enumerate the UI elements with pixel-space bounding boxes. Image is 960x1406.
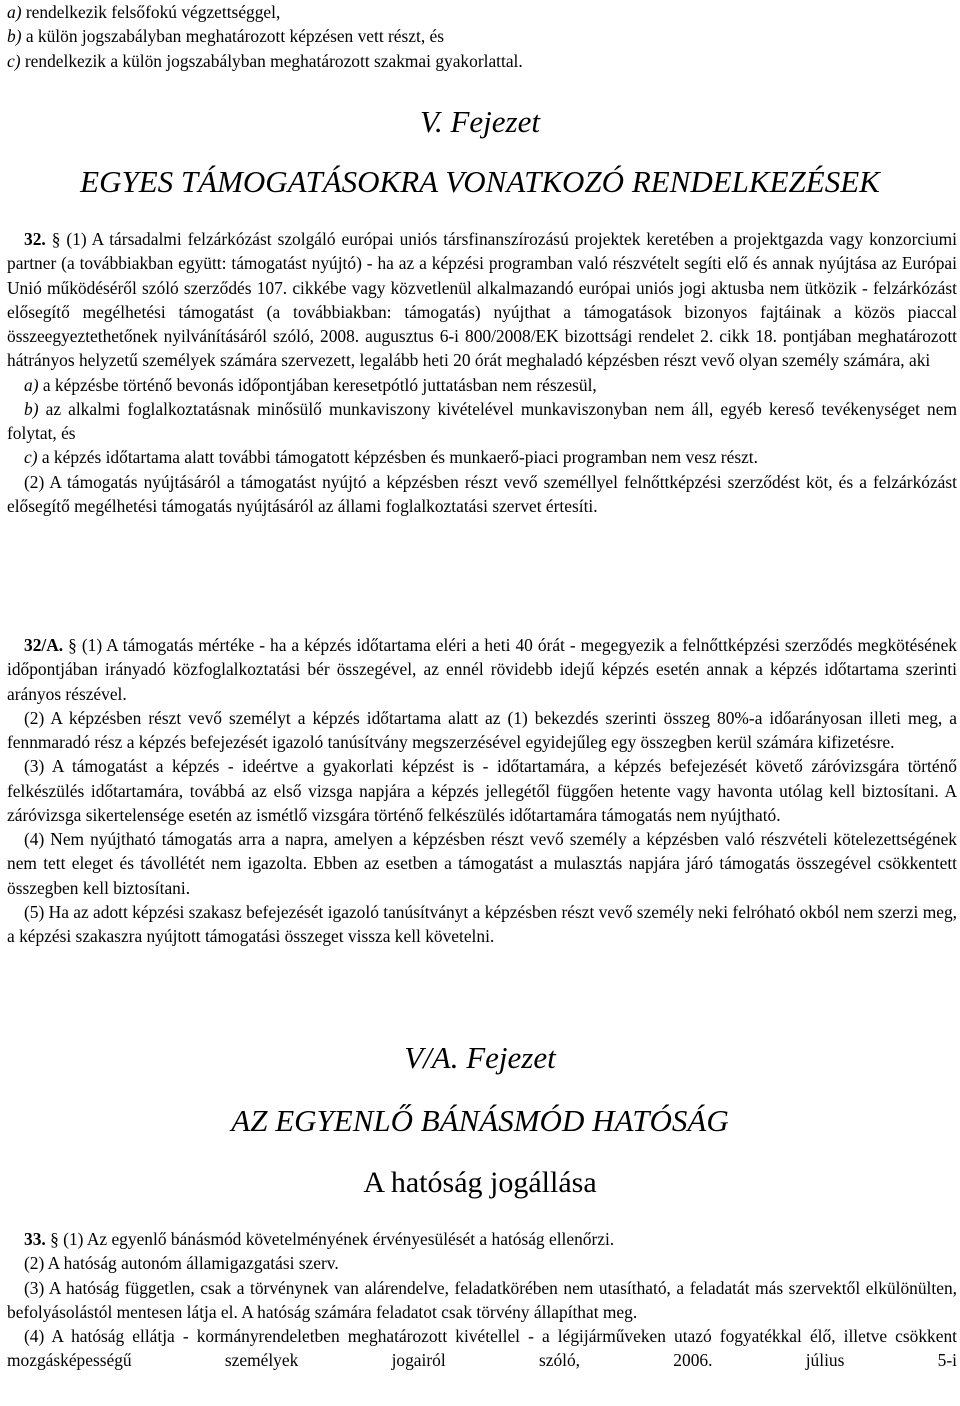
section-sign: §	[51, 229, 61, 249]
section-number: 32/A.	[24, 635, 64, 655]
section-32a-para-1	[7, 633, 957, 706]
list-text: rendelkezik felsőfokú végzettséggel,	[21, 2, 281, 22]
list-marker: b)	[24, 398, 39, 419]
section-32-item-a	[7, 373, 957, 397]
list-text: a képzésbe történő bevonás időpontjában keresetpótló juttatásban nem részesül,	[38, 374, 597, 395]
section-33	[7, 1227, 957, 1373]
section-32-item-c	[7, 445, 957, 469]
list-text: a képzés időtartama alatt további támogatott képzésben és munkaerő-piaci programban nem vesz részt.	[37, 447, 758, 468]
section-32	[7, 227, 957, 518]
section-number: 33.	[24, 1229, 46, 1249]
section-33-para-1	[7, 1227, 957, 1251]
chapter-title: EGYES TÁMOGATÁSOKRA VONATKOZÓ RENDELKEZÉSEK	[80, 164, 880, 199]
list-item-a	[7, 0, 957, 24]
chapter-title: AZ EGYENLŐ BÁNÁSMÓD HATÓSÁG	[231, 1103, 729, 1138]
section-32-item-b	[7, 397, 957, 446]
list-item-c	[7, 49, 957, 73]
list-text: rendelkezik a külön jogszabályban meghatározott szakmai gyakorlattal.	[20, 50, 523, 71]
list-marker: a)	[24, 374, 39, 395]
top-list	[7, 0, 957, 73]
list-marker: b)	[7, 26, 22, 47]
section-number: 32.	[24, 229, 46, 249]
list-marker: a)	[7, 2, 22, 22]
list-marker: c)	[24, 447, 38, 468]
section-32a	[7, 633, 957, 948]
list-text: az alkalmi foglalkoztatásnak minősülő munkaviszony kivételével munkaviszonyban nem áll, egyéb kereső tevékenységet nem folytat, és	[7, 398, 957, 443]
section-sign: §	[68, 635, 77, 655]
chapter-number: V. Fejezet	[420, 104, 540, 139]
paragraph-text: (1) Az egyenlő bánásmód követelményének érvényesülését a hatóság ellenőrzi.	[63, 1229, 615, 1249]
paragraph-text: (1) A társadalmi felzárkózást szolgáló európai uniós társfinanszírozású projektek keretében a projektgazda vagy konzorciumi partner (a továbbiakban együtt: támogatást nyújtó) - ha az a képzési programban való részvételt segíti elő és annak nyújtása az Európai Unió működéséről szóló szerződés 107. cikkébe vagy közvetlenül alkalmazandó európai uniós jogi aktusba nem ütközik - felzárkózást elősegítő megélhetési támogatást (a továbbiakban: támogatás) nyújthat a támogatások bizonyos fajtáinak a közös piaccal összeegyeztethetőnek nyilvánításáról szóló, 2008. augusztus 6-i 800/2008/EK bizottsági rendelet 2. cikk 18. pontjában meghatározott hátrányos helyzetű személyek számára szervezett, legalább heti 20 órát meghaladó képzésben részt vevő olyan személy számára, aki	[7, 229, 957, 371]
chapter-number: V/A. Fejezet	[404, 1040, 556, 1075]
paragraph-text: (1) A támogatás mértéke - ha a képzés időtartama eléri a heti 40 órát - megegyezik a felnőttképzési szerződés megkötésének időpontjában irányadó közfoglalkoztatási bér összegével, az ennél rövidebb idejű képzés esetén annak a képzés időtartama szerinti arányos részével.	[7, 635, 957, 704]
section-32a-para-4: (4) Nem nyújtható támogatás arra a napra, amelyen a képzésben részt vevő személy a képzésben való részvételi kötelezettségének nem tett eleget és távollétét nem igazolta. Ebben az esetben a támogatást a mulasztás napjára járó támogatás összegével csökkentett összegben kell biztosítani.	[7, 829, 957, 898]
section-32-para-2: (2) A támogatás nyújtásáról a támogatást nyújtó a képzésben részt vevő személlyel felnőttképzési szerződést köt, és a felzárkózást elősegítő megélhetési támogatás nyújtásáról az állami foglalkoztatási szervet értesíti.	[7, 471, 957, 516]
section-33-para-2: (2) A hatóság autonóm államigazgatási szerv.	[24, 1253, 339, 1274]
section-33-para-4: (4) A hatóság ellátja - kormányrendeletben meghatározott kivétellel - a légijárműveken utazó fogyatékkal élő, illetve csökkent mozgásképességű személyek jogairól szóló, 2006. július 5-i	[7, 1326, 957, 1371]
list-item-b	[7, 24, 957, 48]
section-32a-para-2: (2) A képzésben részt vevő személyt a képzés időtartama alatt az (1) bekezdés szerinti összeg 80%-a időarányosan illeti meg, a fennmaradó rész a képzés befejezését igazoló tanúsítvány megszerzésével egyidejűleg egy összegben kerül számára kifizetésre.	[7, 707, 957, 752]
section-sign: §	[50, 1229, 59, 1249]
section-32-para-1	[7, 227, 957, 373]
section-32a-para-5: (5) Ha az adott képzési szakasz befejezését igazoló tanúsítványt a képzésben részt vevő személy neki felróható okból nem szerzi meg, a képzési szakaszra nyújtott támogatási összeget vissza kell követelni.	[7, 901, 957, 946]
subsection-title: A hatóság jogállása	[363, 1166, 597, 1199]
section-32a-para-3: (3) A támogatást a képzés - ideértve a gyakorlati képzést is - időtartamára, a képzés befejezését követő záróvizsgára történő felkészülés időtartamára, továbbá az első vizsga napjára a képzés jellegétől függően hetente vagy havonta utólag kell biztosítani. A záróvizsga sikertelensége esetén az ismétlő vizsgára történő felkészülés időtartamára támogatás nem nyújtható.	[7, 756, 957, 825]
section-33-para-3: (3) A hatóság független, csak a törvénynek van alárendelve, feladatkörében nem utasítható, a feladatát más szervektől elkülönülten, befolyásolástól mentesen látja el. A hatóság számára feladatot csak törvény állapíthat meg.	[7, 1277, 957, 1322]
list-marker: c)	[7, 50, 21, 71]
list-text: a külön jogszabályban meghatározott képzésen vett részt, és	[21, 26, 445, 47]
